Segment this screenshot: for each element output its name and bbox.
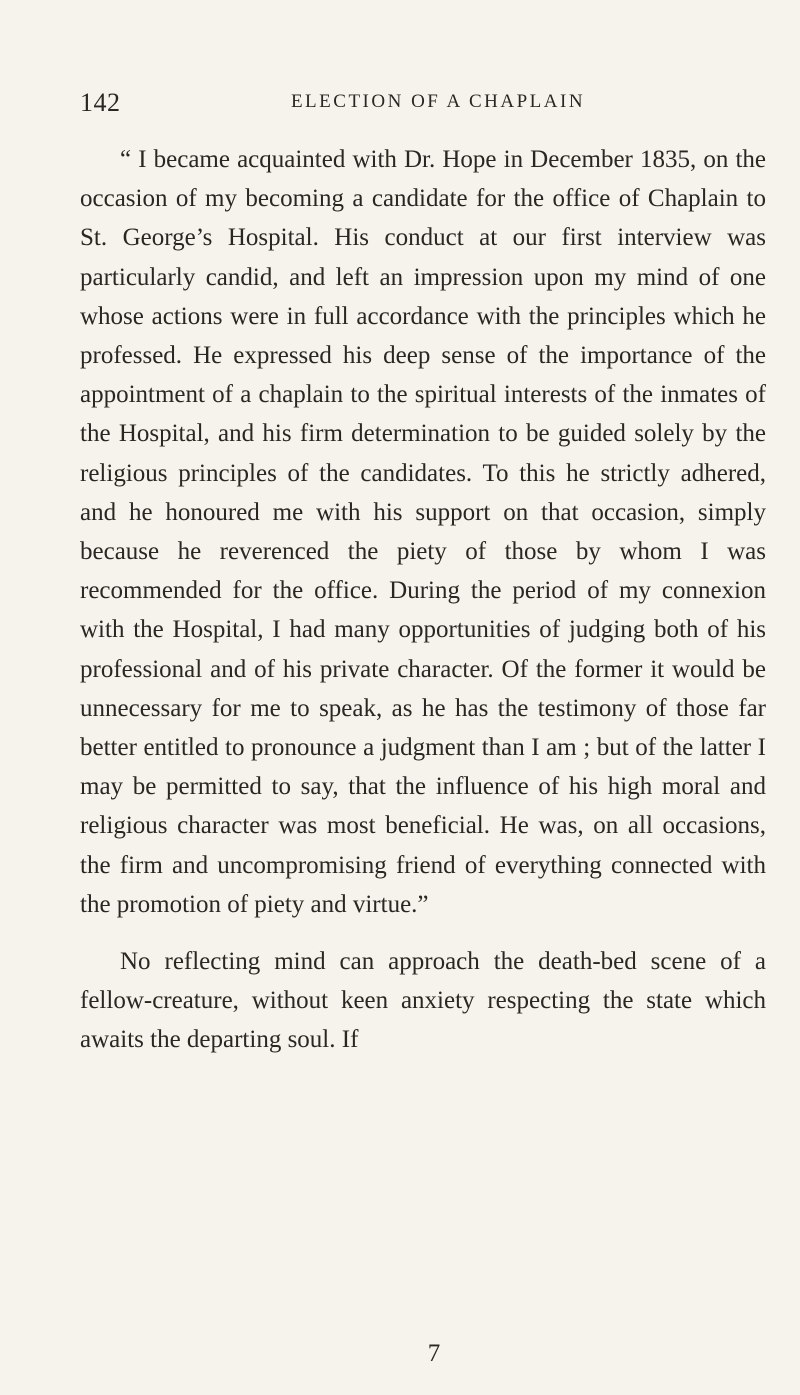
paragraph-quotation: “ I became acquainted with Dr. Hope in December 1835, on the occasion of my becoming a candidate for the office of Chaplain to St. George’s Hospital. His conduct at our first interview was particularly candid, and left an impression upon my mind of one whose actions were in full accordance with the principles which he professed. He expressed his deep sense of the importance of the appointment of a chaplain to the spiritual interests of the inmates of the Hospital, and his firm determination to be guided solely by the religious principles of the candidates. To this he strictly adhered, and he honoured me with his support on that occasion, simply because he reverenced the piety of those by whom I was recommended for the office. During the period of my connexion with the Hospital, I had many opportunities of judging both of his professional and of his private character. Of the former it would be unnecessary for me to speak, as he has the testimony of those far better entitled to pronounce a judgment than I am ; but of the latter I may be permitted to say, that the influence of his high moral and religious character was most beneficial. He was, on all occasions, the firm and uncompromising friend of everything connected with the promotion of piety and virtue.” [80, 146, 766, 918]
body-text [80, 140, 766, 1060]
running-title: ELECTION OF A CHAPLAIN [290, 91, 586, 112]
page-number: 142 [80, 88, 121, 117]
running-head [80, 88, 760, 118]
signature-mark: 7 [427, 1340, 441, 1367]
paragraph-death-bed: No reflecting mind can approach the death-bed scene of a fellow-creature, without keen anxiety respecting the state which awaits the departing soul. If [80, 948, 766, 1054]
